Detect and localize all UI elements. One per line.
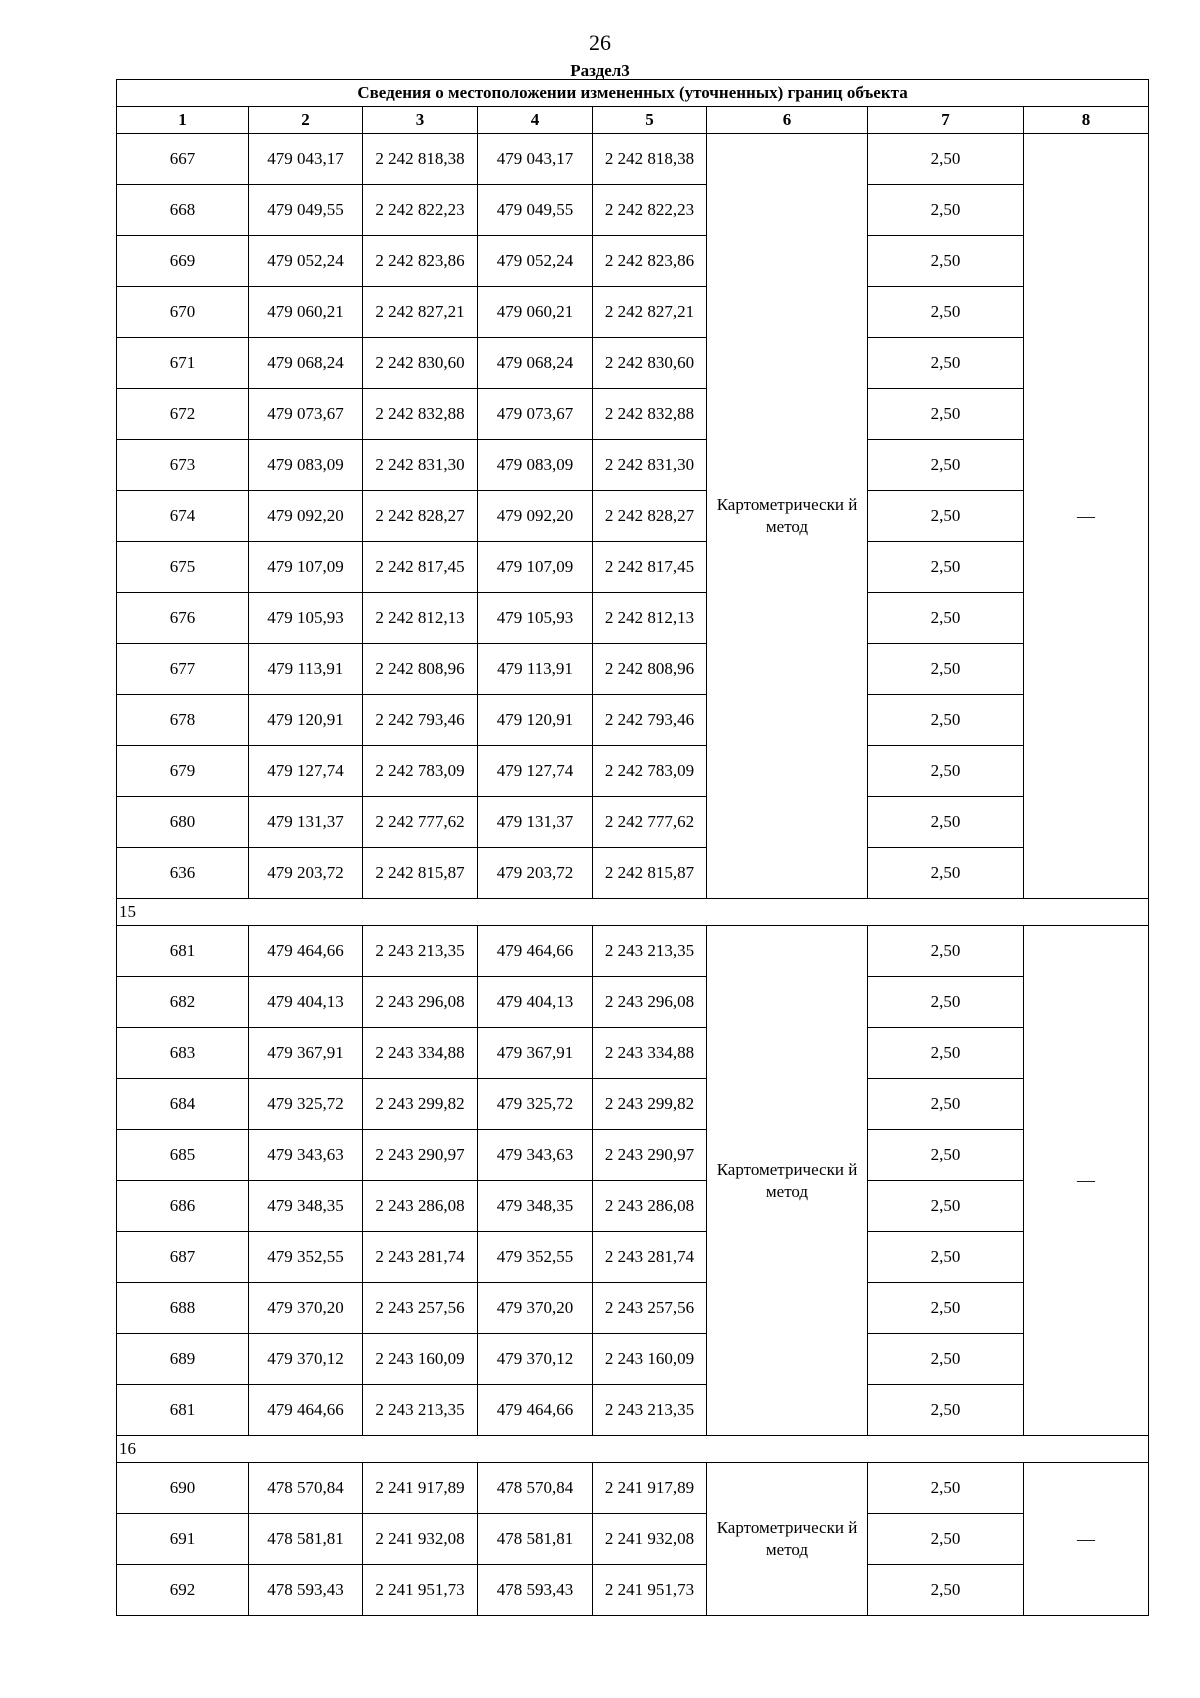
table-row [117, 338, 1149, 389]
x-old-cell: 479 073,67 [249, 389, 363, 440]
point-number-cell: 670 [117, 287, 249, 338]
table-row [117, 644, 1149, 695]
accuracy-cell: 2,50 [868, 134, 1024, 185]
y-old-cell: 2 242 831,30 [363, 440, 478, 491]
x-new-cell: 479 352,55 [478, 1232, 593, 1283]
y-old-cell: 2 242 817,45 [363, 542, 478, 593]
x-old-cell: 479 068,24 [249, 338, 363, 389]
x-new-cell: 479 052,24 [478, 236, 593, 287]
accuracy-cell: 2,50 [868, 926, 1024, 977]
x-old-cell: 479 464,66 [249, 1385, 363, 1436]
point-number-cell: 680 [117, 797, 249, 848]
y-old-cell: 2 243 290,97 [363, 1130, 478, 1181]
y-new-cell: 2 242 808,96 [593, 644, 707, 695]
accuracy-cell: 2,50 [868, 491, 1024, 542]
table-row [117, 1463, 1149, 1514]
y-new-cell: 2 243 213,35 [593, 1385, 707, 1436]
accuracy-cell: 2,50 [868, 746, 1024, 797]
x-old-cell: 479 131,37 [249, 797, 363, 848]
group-label: 16 [117, 1436, 1149, 1463]
accuracy-cell: 2,50 [868, 848, 1024, 899]
y-old-cell: 2 242 830,60 [363, 338, 478, 389]
point-number-cell: 681 [117, 1385, 249, 1436]
point-number-cell: 669 [117, 236, 249, 287]
table-row [117, 1232, 1149, 1283]
accuracy-cell: 2,50 [868, 185, 1024, 236]
y-old-cell: 2 243 299,82 [363, 1079, 478, 1130]
x-old-cell: 479 052,24 [249, 236, 363, 287]
x-new-cell: 479 105,93 [478, 593, 593, 644]
x-old-cell: 479 107,09 [249, 542, 363, 593]
table-row [117, 1079, 1149, 1130]
x-new-cell: 479 068,24 [478, 338, 593, 389]
y-new-cell: 2 241 917,89 [593, 1463, 707, 1514]
x-new-cell: 479 083,09 [478, 440, 593, 491]
table-row [117, 1514, 1149, 1565]
y-new-cell: 2 242 828,27 [593, 491, 707, 542]
column-8-cell: — [1024, 1463, 1149, 1616]
y-old-cell: 2 242 822,23 [363, 185, 478, 236]
x-new-cell: 479 127,74 [478, 746, 593, 797]
point-number-cell: 681 [117, 926, 249, 977]
x-old-cell: 479 060,21 [249, 287, 363, 338]
page-number: 26 [589, 30, 611, 55]
point-number-cell: 671 [117, 338, 249, 389]
y-old-cell: 2 242 808,96 [363, 644, 478, 695]
group-label-row [117, 1436, 1149, 1463]
y-old-cell: 2 243 257,56 [363, 1283, 478, 1334]
y-old-cell: 2 241 917,89 [363, 1463, 478, 1514]
table-row [117, 1283, 1149, 1334]
x-old-cell: 479 083,09 [249, 440, 363, 491]
y-new-cell: 2 242 822,23 [593, 185, 707, 236]
column-number-3: 3 [363, 107, 478, 134]
x-old-cell: 479 367,91 [249, 1028, 363, 1079]
x-new-cell: 478 581,81 [478, 1514, 593, 1565]
table-row [117, 440, 1149, 491]
y-old-cell: 2 242 832,88 [363, 389, 478, 440]
x-old-cell: 478 593,43 [249, 1565, 363, 1616]
column-8-cell: — [1024, 926, 1149, 1436]
accuracy-cell: 2,50 [868, 1028, 1024, 1079]
x-old-cell: 479 348,35 [249, 1181, 363, 1232]
point-number-cell: 667 [117, 134, 249, 185]
x-new-cell: 479 464,66 [478, 1385, 593, 1436]
accuracy-cell: 2,50 [868, 977, 1024, 1028]
point-number-cell: 668 [117, 185, 249, 236]
y-new-cell: 2 243 296,08 [593, 977, 707, 1028]
table-row [117, 542, 1149, 593]
y-new-cell: 2 242 827,21 [593, 287, 707, 338]
point-number-cell: 672 [117, 389, 249, 440]
column-number-4: 4 [478, 107, 593, 134]
x-new-cell: 479 107,09 [478, 542, 593, 593]
y-new-cell: 2 243 281,74 [593, 1232, 707, 1283]
x-new-cell: 479 203,72 [478, 848, 593, 899]
y-old-cell: 2 241 951,73 [363, 1565, 478, 1616]
y-old-cell: 2 242 783,09 [363, 746, 478, 797]
x-old-cell: 479 370,20 [249, 1283, 363, 1334]
y-new-cell: 2 242 818,38 [593, 134, 707, 185]
x-old-cell: 479 120,91 [249, 695, 363, 746]
x-old-cell: 479 049,55 [249, 185, 363, 236]
table-row [117, 287, 1149, 338]
y-old-cell: 2 243 334,88 [363, 1028, 478, 1079]
accuracy-cell: 2,50 [868, 593, 1024, 644]
y-old-cell: 2 241 932,08 [363, 1514, 478, 1565]
point-number-cell: 691 [117, 1514, 249, 1565]
x-new-cell: 479 370,12 [478, 1334, 593, 1385]
point-number-cell: 673 [117, 440, 249, 491]
accuracy-cell: 2,50 [868, 1232, 1024, 1283]
table-row [117, 1334, 1149, 1385]
point-number-cell: 686 [117, 1181, 249, 1232]
accuracy-cell: 2,50 [868, 1334, 1024, 1385]
y-new-cell: 2 242 793,46 [593, 695, 707, 746]
y-old-cell: 2 243 213,35 [363, 1385, 478, 1436]
y-new-cell: 2 243 290,97 [593, 1130, 707, 1181]
y-new-cell: 2 242 777,62 [593, 797, 707, 848]
column-number-6: 6 [707, 107, 868, 134]
x-old-cell: 479 043,17 [249, 134, 363, 185]
table-row [117, 797, 1149, 848]
y-old-cell: 2 242 827,21 [363, 287, 478, 338]
point-number-cell: 636 [117, 848, 249, 899]
method-cell: Картометрически й метод [707, 926, 868, 1436]
column-number-1: 1 [117, 107, 249, 134]
table-row [117, 1181, 1149, 1232]
x-old-cell: 479 464,66 [249, 926, 363, 977]
x-old-cell: 479 404,13 [249, 977, 363, 1028]
x-new-cell: 479 049,55 [478, 185, 593, 236]
section-title: Раздел3 [570, 61, 630, 80]
y-old-cell: 2 242 815,87 [363, 848, 478, 899]
x-old-cell: 479 203,72 [249, 848, 363, 899]
point-number-cell: 675 [117, 542, 249, 593]
x-new-cell: 479 120,91 [478, 695, 593, 746]
y-new-cell: 2 243 160,09 [593, 1334, 707, 1385]
x-new-cell: 479 404,13 [478, 977, 593, 1028]
y-new-cell: 2 242 817,45 [593, 542, 707, 593]
y-old-cell: 2 242 818,38 [363, 134, 478, 185]
accuracy-cell: 2,50 [868, 695, 1024, 746]
table-row [117, 1028, 1149, 1079]
point-number-cell: 677 [117, 644, 249, 695]
x-new-cell: 479 464,66 [478, 926, 593, 977]
table-title: Сведения о местоположении измененных (уточненных) границ объекта [117, 80, 1149, 107]
accuracy-cell: 2,50 [868, 338, 1024, 389]
accuracy-cell: 2,50 [868, 287, 1024, 338]
x-old-cell: 479 370,12 [249, 1334, 363, 1385]
y-new-cell: 2 243 286,08 [593, 1181, 707, 1232]
table-row [117, 1130, 1149, 1181]
accuracy-cell: 2,50 [868, 1463, 1024, 1514]
y-old-cell: 2 242 812,13 [363, 593, 478, 644]
x-old-cell: 479 352,55 [249, 1232, 363, 1283]
x-new-cell: 479 043,17 [478, 134, 593, 185]
x-new-cell: 479 092,20 [478, 491, 593, 542]
x-new-cell: 479 367,91 [478, 1028, 593, 1079]
accuracy-cell: 2,50 [868, 644, 1024, 695]
table-row [117, 746, 1149, 797]
y-new-cell: 2 242 815,87 [593, 848, 707, 899]
x-new-cell: 479 325,72 [478, 1079, 593, 1130]
y-old-cell: 2 242 828,27 [363, 491, 478, 542]
group-label-row [117, 899, 1149, 926]
y-new-cell: 2 242 831,30 [593, 440, 707, 491]
y-old-cell: 2 242 793,46 [363, 695, 478, 746]
y-old-cell: 2 242 777,62 [363, 797, 478, 848]
x-new-cell: 479 131,37 [478, 797, 593, 848]
x-old-cell: 479 343,63 [249, 1130, 363, 1181]
accuracy-cell: 2,50 [868, 542, 1024, 593]
x-new-cell: 479 370,20 [478, 1283, 593, 1334]
column-number-8: 8 [1024, 107, 1149, 134]
point-number-cell: 689 [117, 1334, 249, 1385]
table-row [117, 977, 1149, 1028]
table-row [117, 491, 1149, 542]
y-old-cell: 2 243 281,74 [363, 1232, 478, 1283]
accuracy-cell: 2,50 [868, 1283, 1024, 1334]
x-old-cell: 479 127,74 [249, 746, 363, 797]
point-number-cell: 676 [117, 593, 249, 644]
table-row [117, 593, 1149, 644]
x-new-cell: 479 343,63 [478, 1130, 593, 1181]
x-new-cell: 478 570,84 [478, 1463, 593, 1514]
y-new-cell: 2 242 823,86 [593, 236, 707, 287]
y-new-cell: 2 242 783,09 [593, 746, 707, 797]
y-old-cell: 2 243 213,35 [363, 926, 478, 977]
accuracy-cell: 2,50 [868, 1130, 1024, 1181]
x-old-cell: 479 092,20 [249, 491, 363, 542]
column-number-5: 5 [593, 107, 707, 134]
table-row [117, 389, 1149, 440]
group-label: 15 [117, 899, 1149, 926]
x-old-cell: 479 325,72 [249, 1079, 363, 1130]
column-number-2: 2 [249, 107, 363, 134]
accuracy-cell: 2,50 [868, 1079, 1024, 1130]
y-new-cell: 2 242 830,60 [593, 338, 707, 389]
point-number-cell: 684 [117, 1079, 249, 1130]
y-new-cell: 2 241 932,08 [593, 1514, 707, 1565]
accuracy-cell: 2,50 [868, 1514, 1024, 1565]
y-new-cell: 2 243 257,56 [593, 1283, 707, 1334]
table-row [117, 695, 1149, 746]
accuracy-cell: 2,50 [868, 1565, 1024, 1616]
x-new-cell: 479 060,21 [478, 287, 593, 338]
accuracy-cell: 2,50 [868, 1385, 1024, 1436]
table-row [117, 236, 1149, 287]
y-old-cell: 2 243 296,08 [363, 977, 478, 1028]
x-new-cell: 479 113,91 [478, 644, 593, 695]
x-old-cell: 478 570,84 [249, 1463, 363, 1514]
accuracy-cell: 2,50 [868, 797, 1024, 848]
point-number-cell: 674 [117, 491, 249, 542]
point-number-cell: 678 [117, 695, 249, 746]
point-number-cell: 688 [117, 1283, 249, 1334]
y-new-cell: 2 242 832,88 [593, 389, 707, 440]
x-new-cell: 479 073,67 [478, 389, 593, 440]
y-old-cell: 2 243 286,08 [363, 1181, 478, 1232]
accuracy-cell: 2,50 [868, 236, 1024, 287]
column-8-cell: — [1024, 134, 1149, 899]
point-number-cell: 690 [117, 1463, 249, 1514]
y-new-cell: 2 242 812,13 [593, 593, 707, 644]
table-row [117, 848, 1149, 899]
point-number-cell: 683 [117, 1028, 249, 1079]
point-number-cell: 685 [117, 1130, 249, 1181]
table-row [117, 1565, 1149, 1616]
point-number-cell: 692 [117, 1565, 249, 1616]
point-number-cell: 682 [117, 977, 249, 1028]
x-new-cell: 478 593,43 [478, 1565, 593, 1616]
x-old-cell: 479 113,91 [249, 644, 363, 695]
x-old-cell: 478 581,81 [249, 1514, 363, 1565]
accuracy-cell: 2,50 [868, 1181, 1024, 1232]
method-cell: Картометрически й метод [707, 1463, 868, 1616]
table-row [117, 185, 1149, 236]
y-old-cell: 2 242 823,86 [363, 236, 478, 287]
method-cell: Картометрически й метод [707, 134, 868, 899]
y-new-cell: 2 243 213,35 [593, 926, 707, 977]
table-row [117, 926, 1149, 977]
accuracy-cell: 2,50 [868, 389, 1024, 440]
point-number-cell: 679 [117, 746, 249, 797]
boundary-table [116, 79, 1149, 1616]
y-new-cell: 2 241 951,73 [593, 1565, 707, 1616]
x-new-cell: 479 348,35 [478, 1181, 593, 1232]
table-row [117, 134, 1149, 185]
point-number-cell: 687 [117, 1232, 249, 1283]
accuracy-cell: 2,50 [868, 440, 1024, 491]
y-new-cell: 2 243 299,82 [593, 1079, 707, 1130]
y-new-cell: 2 243 334,88 [593, 1028, 707, 1079]
column-number-row [117, 107, 1149, 134]
y-old-cell: 2 243 160,09 [363, 1334, 478, 1385]
column-number-7: 7 [868, 107, 1024, 134]
table-row [117, 1385, 1149, 1436]
x-old-cell: 479 105,93 [249, 593, 363, 644]
